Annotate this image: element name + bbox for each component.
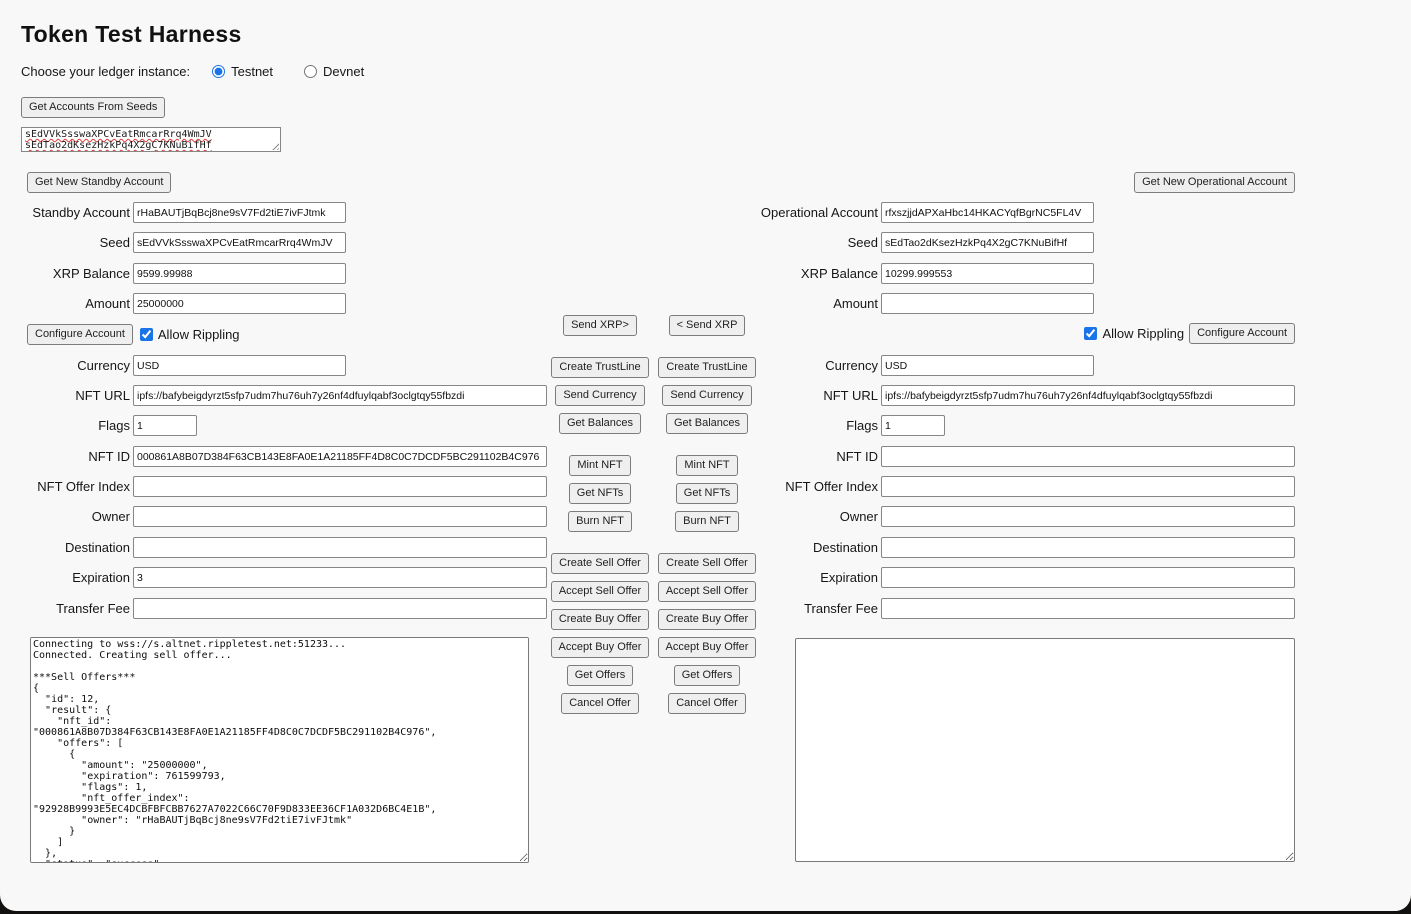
standby-expiration-row — [27, 567, 547, 588]
operational-seed-label: Seed — [847, 235, 878, 250]
standby-allow-rippling-label: Allow Rippling — [157, 327, 240, 342]
standby-expiration-input[interactable] — [133, 567, 547, 588]
standby-xrp-balance-row — [27, 263, 346, 284]
create-sell-offer-operational-button[interactable]: Create Sell Offer — [658, 553, 756, 574]
burn-nft-standby-button[interactable]: Burn NFT — [568, 511, 632, 532]
standby-owner-row — [27, 506, 547, 527]
get-nfts-operational-button[interactable]: Get NFTs — [676, 483, 738, 504]
operational-seed-row — [740, 232, 1094, 253]
get-new-operational-account-button[interactable]: Get New Operational Account — [1134, 172, 1295, 193]
operational-xrp-balance-row — [740, 263, 1094, 284]
standby-allow-rippling-checkbox[interactable] — [140, 328, 153, 341]
burn-nft-operational-button[interactable]: Burn NFT — [675, 511, 739, 532]
operational-currency-input[interactable] — [881, 355, 1094, 376]
standby-actions-column — [540, 315, 660, 714]
accept-sell-offer-operational-button[interactable]: Accept Sell Offer — [658, 581, 756, 602]
standby-flags-row — [27, 415, 197, 436]
operational-transfer-fee-input[interactable] — [881, 598, 1295, 619]
standby-flags-input[interactable] — [133, 415, 197, 436]
page-title: Token Test Harness — [21, 21, 242, 47]
mint-nft-standby-button[interactable]: Mint NFT — [569, 455, 630, 476]
standby-nft-offer-index-label: NFT Offer Index — [37, 479, 130, 494]
operational-nft-id-row — [740, 446, 1295, 467]
operational-account-row — [740, 202, 1094, 223]
operational-amount-input[interactable] — [881, 293, 1094, 314]
operational-nft-id-input[interactable] — [881, 446, 1295, 467]
cancel-offer-operational-button[interactable]: Cancel Offer — [668, 693, 746, 714]
operational-destination-label: Destination — [812, 540, 878, 555]
devnet-radio-label: Devnet — [323, 64, 365, 79]
ledger-instance-row — [21, 64, 364, 79]
standby-nft-url-row — [27, 385, 547, 406]
accept-sell-offer-standby-button[interactable]: Accept Sell Offer — [551, 581, 649, 602]
standby-account-input[interactable] — [133, 202, 346, 223]
mint-nft-operational-button[interactable]: Mint NFT — [676, 455, 737, 476]
standby-nft-offer-index-row — [27, 476, 547, 497]
operational-expiration-input[interactable] — [881, 567, 1295, 588]
devnet-radio[interactable] — [304, 65, 317, 78]
operational-amount-label: Amount — [833, 296, 878, 311]
create-sell-offer-standby-button[interactable]: Create Sell Offer — [551, 553, 649, 574]
standby-configure-row — [27, 324, 245, 345]
operational-account-label: Operational Account — [760, 205, 878, 220]
operational-flags-input[interactable] — [881, 415, 945, 436]
standby-destination-label: Destination — [64, 540, 130, 555]
standby-seed-row — [27, 232, 346, 253]
standby-seed-input[interactable] — [133, 232, 346, 253]
operational-nft-id-label: NFT ID — [836, 449, 878, 464]
get-offers-operational-button[interactable]: Get Offers — [674, 665, 741, 686]
standby-destination-input[interactable] — [133, 537, 547, 558]
operational-destination-row — [740, 537, 1295, 558]
get-balances-operational-button[interactable]: Get Balances — [666, 413, 748, 434]
operational-results-textarea[interactable] — [795, 638, 1295, 862]
operational-nft-offer-index-row — [740, 476, 1295, 497]
standby-flags-label: Flags — [98, 418, 130, 433]
standby-nft-offer-index-input[interactable] — [133, 476, 547, 497]
standby-xrp-balance-label: XRP Balance — [52, 266, 130, 281]
standby-transfer-fee-input[interactable] — [133, 598, 547, 619]
accept-buy-offer-standby-button[interactable]: Accept Buy Offer — [551, 637, 650, 658]
standby-nft-id-row — [27, 446, 547, 467]
get-accounts-from-seeds-button[interactable]: Get Accounts From Seeds — [21, 97, 165, 118]
standby-owner-label: Owner — [91, 509, 130, 524]
operational-xrp-balance-label: XRP Balance — [800, 266, 878, 281]
standby-configure-account-button[interactable]: Configure Account — [27, 324, 133, 345]
operational-xrp-balance-input[interactable] — [881, 263, 1094, 284]
create-trustline-standby-button[interactable]: Create TrustLine — [551, 357, 648, 378]
operational-allow-rippling-checkbox[interactable] — [1084, 327, 1097, 340]
operational-nft-url-row — [740, 385, 1295, 406]
operational-amount-row — [740, 293, 1094, 314]
send-currency-standby-button[interactable]: Send Currency — [555, 385, 644, 406]
operational-currency-label: Currency — [825, 358, 878, 373]
standby-transfer-fee-row — [27, 598, 547, 619]
operational-account-input[interactable] — [881, 202, 1094, 223]
standby-owner-input[interactable] — [133, 506, 547, 527]
standby-seed-label: Seed — [99, 235, 130, 250]
operational-seed-input[interactable] — [881, 232, 1094, 253]
standby-transfer-fee-label: Transfer Fee — [56, 601, 130, 616]
operational-configure-account-button[interactable]: Configure Account — [1189, 323, 1295, 344]
operational-currency-row — [740, 355, 1094, 376]
operational-allow-rippling-label: Allow Rippling — [1102, 326, 1185, 341]
operational-nft-offer-index-input[interactable] — [881, 476, 1295, 497]
standby-nft-id-label: NFT ID — [88, 449, 130, 464]
standby-account-row — [27, 202, 346, 223]
cancel-offer-standby-button[interactable]: Cancel Offer — [561, 693, 639, 714]
operational-nft-url-label: NFT URL — [823, 388, 878, 403]
get-offers-standby-button[interactable]: Get Offers — [567, 665, 634, 686]
get-nfts-standby-button[interactable]: Get NFTs — [569, 483, 631, 504]
operational-flags-label: Flags — [846, 418, 878, 433]
standby-results-textarea[interactable] — [30, 637, 529, 863]
create-buy-offer-operational-button[interactable]: Create Buy Offer — [658, 609, 756, 630]
operational-expiration-label: Expiration — [820, 570, 878, 585]
standby-nft-id-input[interactable] — [133, 446, 547, 467]
standby-xrp-balance-input[interactable] — [133, 263, 346, 284]
standby-currency-label: Currency — [77, 358, 130, 373]
seed-line-2: sEdTao2dKsezHzkPq4X2gC7KNuBifHf — [25, 140, 212, 151]
send-currency-operational-button[interactable]: Send Currency — [662, 385, 751, 406]
operational-configure-row — [1084, 323, 1295, 344]
standby-nft-url-label: NFT URL — [75, 388, 130, 403]
operational-nft-offer-index-label: NFT Offer Index — [785, 479, 878, 494]
get-new-standby-account-button[interactable]: Get New Standby Account — [27, 172, 171, 193]
operational-owner-row — [740, 506, 1295, 527]
operational-nft-url-input[interactable] — [881, 385, 1295, 406]
testnet-radio-group — [212, 64, 273, 79]
get-balances-standby-button[interactable]: Get Balances — [559, 413, 641, 434]
operational-owner-label: Owner — [839, 509, 878, 524]
operational-expiration-row — [740, 567, 1295, 588]
operational-destination-input[interactable] — [881, 537, 1295, 558]
standby-destination-row — [27, 537, 547, 558]
devnet-radio-group — [304, 64, 364, 79]
create-trustline-operational-button[interactable]: Create TrustLine — [658, 357, 755, 378]
send-xrp-standby-button[interactable]: Send XRP> — [563, 315, 637, 336]
standby-currency-input[interactable] — [133, 355, 346, 376]
standby-nft-url-input[interactable] — [133, 385, 547, 406]
ledger-prompt-label: Choose your ledger instance: — [21, 64, 191, 79]
standby-amount-input[interactable] — [133, 293, 346, 314]
operational-flags-row — [740, 415, 945, 436]
standby-currency-row — [27, 355, 346, 376]
standby-amount-label: Amount — [85, 296, 130, 311]
operational-owner-input[interactable] — [881, 506, 1295, 527]
testnet-radio[interactable] — [212, 65, 225, 78]
operational-transfer-fee-row — [740, 598, 1295, 619]
testnet-radio-label: Testnet — [231, 64, 274, 79]
accept-buy-offer-operational-button[interactable]: Accept Buy Offer — [658, 637, 757, 658]
seed-line-1: sEdVVkSsswaXPCvEatRmcarRrq4WmJV — [25, 129, 212, 140]
standby-account-label: Standby Account — [32, 205, 130, 220]
standby-amount-row — [27, 293, 346, 314]
standby-expiration-label: Expiration — [72, 570, 130, 585]
seeds-textarea[interactable] — [21, 127, 281, 152]
send-xrp-operational-button[interactable]: < Send XRP — [669, 315, 746, 336]
operational-transfer-fee-label: Transfer Fee — [804, 601, 878, 616]
create-buy-offer-standby-button[interactable]: Create Buy Offer — [551, 609, 649, 630]
